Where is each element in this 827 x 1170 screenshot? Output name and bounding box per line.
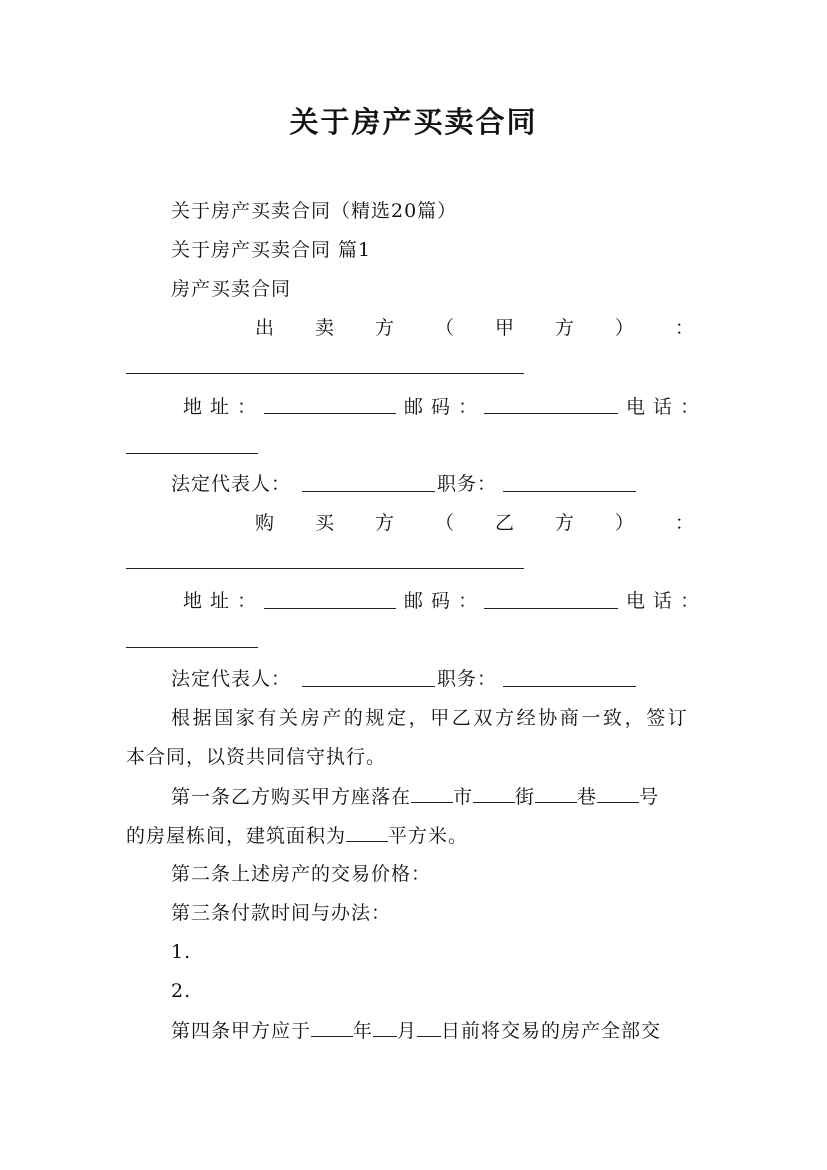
seller-postcode-label: 邮 码 ： [404, 396, 479, 418]
buyer-char: 买 [314, 512, 335, 534]
seller-char: 方 [374, 317, 395, 339]
buyer-address-label: 地 址 ： [183, 590, 258, 612]
buyer-position-label: 职务： [437, 668, 498, 690]
buyer-phone-blank [126, 647, 258, 648]
seller-heading [255, 314, 695, 342]
subtitle: 关于房产买卖合同（精选20篇） [171, 200, 458, 222]
art1-text-e: 号 [639, 786, 660, 808]
art1-text-f: 的房屋栋间，建筑面积为 [126, 825, 347, 847]
seller-address-label: 地 址 ： [183, 396, 258, 418]
buyer-char: 方 [374, 512, 395, 534]
seller-position-label: 职务： [437, 473, 498, 495]
seller-postcode-blank [484, 413, 618, 414]
intro-line-1: 根据国家有关房产的规定，甲乙双方经协商一致，签订 [171, 707, 690, 729]
art1-area-blank [346, 821, 388, 842]
buyer-char: ） [614, 512, 635, 534]
list-item-2: 2. [171, 980, 192, 1002]
buyer-heading [255, 509, 695, 537]
seller-rep-label: 法定代表人： [171, 473, 292, 495]
article-1-line-1 [171, 782, 659, 811]
article-1-line-2 [126, 821, 468, 850]
buyer-name-blank [126, 568, 524, 569]
art4-text-d: 日前将交易的房产全部交 [441, 1020, 662, 1042]
seller-phone-blank [126, 453, 258, 454]
contract-name: 房产买卖合同 [171, 278, 292, 300]
buyer-char: 乙 [494, 512, 515, 534]
buyer-postcode-label: 邮 码 ： [404, 590, 479, 612]
seller-name-blank [126, 373, 524, 374]
buyer-char: 方 [554, 512, 575, 534]
art1-text-g: 平方米。 [388, 825, 469, 847]
art1-number-blank [597, 782, 639, 803]
seller-char: 方 [554, 317, 575, 339]
article-3: 第三条付款时间与办法： [171, 902, 392, 924]
buyer-char: （ [434, 512, 455, 534]
art1-text-b: 市 [453, 786, 474, 808]
buyer-char: 购 [255, 512, 276, 534]
buyer-position-blank [503, 686, 636, 687]
seller-char: 出 [255, 317, 276, 339]
buyer-phone-label: 电 话 ： [626, 590, 701, 612]
art4-year-blank [311, 1016, 353, 1037]
document-title: 关于房产买卖合同 [289, 105, 538, 139]
art4-month-blank [373, 1016, 397, 1037]
buyer-rep-label: 法定代表人： [171, 668, 292, 690]
seller-phone-label: 电 话 ： [626, 396, 701, 418]
art1-lane-blank [535, 782, 577, 803]
art1-street-blank [473, 782, 515, 803]
art1-text-d: 巷 [577, 786, 598, 808]
seller-position-blank [503, 491, 636, 492]
art4-text-b: 年 [353, 1020, 374, 1042]
seller-char: 甲 [494, 317, 515, 339]
buyer-char: ： [674, 512, 695, 534]
list-item-1: 1. [171, 941, 192, 963]
seller-address-blank [264, 413, 396, 414]
article-4-line-1 [171, 1016, 661, 1045]
buyer-rep-blank [302, 686, 435, 687]
art4-text-c: 月 [397, 1020, 418, 1042]
art4-day-blank [417, 1016, 441, 1037]
buyer-postcode-blank [484, 608, 618, 609]
seller-rep-blank [302, 491, 435, 492]
seller-char: （ [434, 317, 455, 339]
art1-text-c: 街 [515, 786, 536, 808]
chapter-heading: 关于房产买卖合同 篇1 [171, 239, 372, 261]
seller-char: 卖 [314, 317, 335, 339]
buyer-address-blank [264, 608, 396, 609]
intro-line-2: 本合同，以资共同信守执行。 [126, 746, 387, 768]
seller-char: ： [674, 317, 695, 339]
art1-city-blank [411, 782, 453, 803]
art4-text-a: 第四条甲方应于 [171, 1020, 312, 1042]
seller-char: ） [614, 317, 635, 339]
article-2: 第二条上述房产的交易价格： [171, 863, 432, 885]
art1-text-a: 第一条乙方购买甲方座落在 [171, 786, 412, 808]
